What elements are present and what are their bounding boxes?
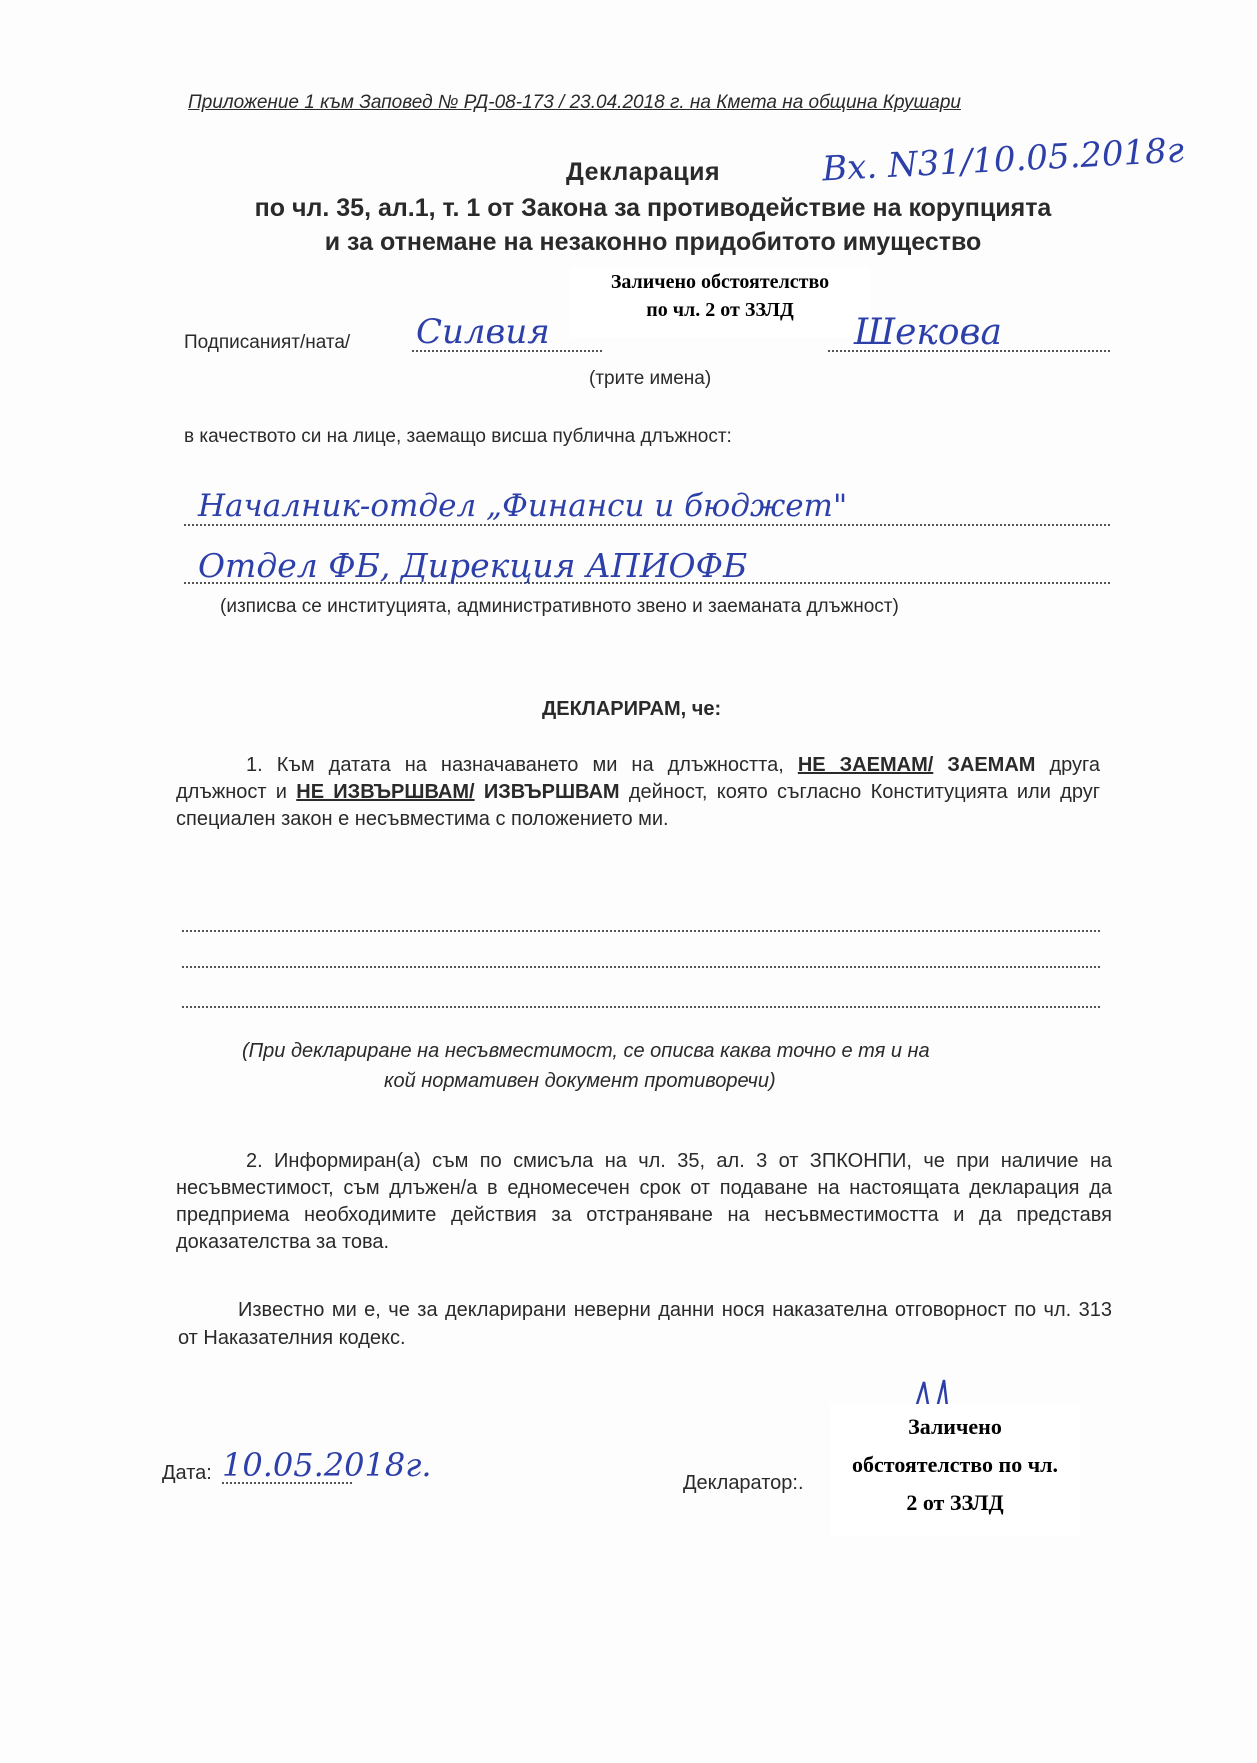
declarant-label: Декларатор:. [683,1472,804,1494]
incoming-stamp: Вх. N31/10.05.2018г [821,130,1185,190]
incompat-hint-line2: кой нормативен документ противоречи) [384,1070,776,1092]
p1-izvarshvam: ИЗВЪРШВАМ [483,781,620,803]
incompat-hint-line1: (При деклариране на несъвместимост, се описва каква точно е тя и на [242,1040,930,1062]
redaction-box-bottom [830,1404,1080,1536]
blank-line-1 [182,922,1100,932]
date-field [222,1446,432,1484]
position-line2: Отдел ФБ, Дирекция АПИОФБ [198,546,748,585]
redaction-bottom-line3: 2 от ЗЗЛД [906,1490,1004,1515]
position-line2-field [184,546,1110,584]
position-intro: в качеството си на лице, заемащо висша публична длъжност: [184,426,732,447]
date-label: Дата: [162,1462,212,1484]
p1-text-b: друга длъжност и [176,754,1101,803]
redaction-bottom-line1: Заличено [908,1414,1002,1439]
blank-line-2 [182,958,1100,968]
paragraph-2: 2. Информиран(а) съм по смисъла на чл. 35, ал. 3 от ЗПКОНПИ, че при наличие на несъвместимост, съм длъжен/а в едномесечен срок от подаване на настоящата декларация да предприема необходимите действия за отстраняване на несъвместимостта и да представя доказателства за това. [176,1150,1112,1253]
header-note: Приложение 1 към Заповед № РД-08-173 / 23.04.2018 г. на Кмета на община Крушари [188,92,961,113]
position-line1-field [184,488,1110,526]
signatory-last-name-field [828,312,1110,352]
paragraph-3: Известно ми е, че за декларирани неверни данни нося наказателна отговорност по чл. 313 от Наказателния кодекс. [178,1299,1112,1349]
document-subtitle-line2: и за отнемане на незаконно придобитото имущество [324,228,982,256]
blank-line-3 [182,998,1100,1008]
declare-heading: ДЕКЛАРИРАМ, че: [542,698,722,720]
signatory-last-name: Шекова [854,312,1002,353]
p1-zaemam: ЗАЕМАМ [947,754,1036,776]
signatory-label: Подписаният/ната/ [184,332,351,353]
signatory-first-name: Силвия [416,312,550,352]
p1-ne-izvarshvam: НЕ ИЗВЪРШВАМ/ [296,781,475,803]
date-value: 10.05.2018г. [222,1446,432,1484]
document-subtitle-line1: по чл. 35, ал.1, т. 1 от Закона за противодействие на корупцията [254,194,1052,222]
p1-text-c: дейност, която съгласно Конституцията или друг специален закон е несъвместима с положението ми. [176,781,1101,830]
p1-ne-zaemam: НЕ ЗАЕМАМ/ [797,754,934,776]
document-title: Декларация [566,158,721,186]
paragraph-1 [176,752,1100,833]
redaction-box-top [570,268,870,338]
position-hint: (изписва се институцията, административното звено и заеманата длъжност) [220,596,899,617]
position-line1: Началник-отдел „Финанси и бюджет" [198,488,848,524]
names-hint: (трите имена) [589,368,712,389]
redaction-top-line1: Заличено обстоятелство [610,271,830,293]
signatory-first-name-field [412,312,602,352]
p1-text-a: 1. Към датата на назначаването ми на длъжността, [246,754,784,776]
redaction-top-line2: по чл. 2 от ЗЗЛД [646,299,794,321]
redaction-bottom-line2: обстоятелство по чл. [852,1452,1058,1477]
